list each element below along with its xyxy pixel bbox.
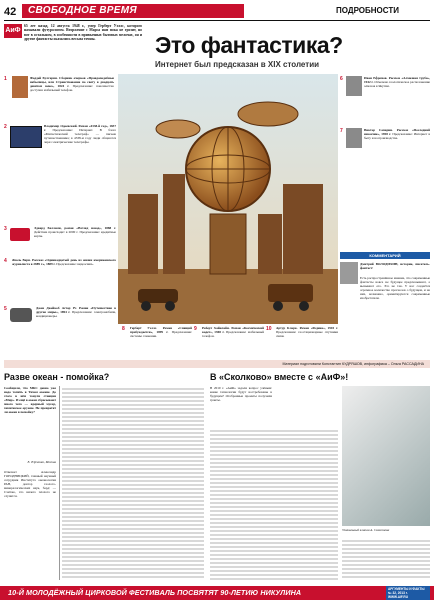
festival-banner: 10-Й МОЛОДЁЖНЫЙ ЦИРКОВОЙ ФЕСТИВАЛЬ ПОСВЯТЯТ 90-ЛЕТИЮ НИКУЛИНА — [0, 586, 434, 600]
laptop-image — [10, 126, 42, 148]
prediction-author: Артур Кларк. — [276, 326, 298, 330]
prediction-title: Роман «Спящий пробуждается», 1899 г. — [130, 326, 192, 334]
credits-line: Материал подготовили Константин КУДРЯШОВ, инфографика – Ольга РАССАДИНА — [4, 360, 430, 368]
commentary-author: Дмитрий ВОЛОДИХИН, историк, писатель-фантаст: — [360, 262, 430, 270]
page-subheadline: Интернет был предсказан в XIX столетии — [155, 60, 320, 69]
prediction-number: 7 — [340, 128, 343, 134]
prediction-number: 9 — [194, 326, 197, 332]
header-rule — [4, 20, 430, 21]
prediction-author: Виктор Сапарин. — [364, 128, 393, 132]
prediction-number: 6 — [340, 76, 343, 82]
logo-line: № 32, 2013 г. — [388, 591, 408, 595]
prediction-author: Герберт Уэллс. — [130, 326, 158, 330]
prediction-title: Рассказ «Алмазная труба», 1942 г. — [364, 76, 430, 84]
commentary-text: Есть распространённое мнение, что современные фантасты вовсе не будущее предсказывают, а вызывают его. Это не так. У нас создаётся огромное количество прогнозов о будущем, и на них, возможно, ориентируются современные изобретатели. — [360, 276, 430, 300]
skolkovo-text-columns — [210, 428, 338, 580]
article-skolkovo-body — [210, 386, 430, 584]
prediction-number: 5 — [4, 306, 7, 312]
prediction-title: Рассказ «Последний извозчик», 1958 г. — [364, 128, 430, 136]
author-portrait — [346, 128, 362, 148]
prediction-title: Роман «Родина», 1945 г. — [299, 326, 338, 330]
prediction-author: Роберт Хайнлайн. — [202, 326, 230, 330]
prediction-author: Эдвард Беллами, — [34, 226, 62, 230]
prediction-title: Сборник очерков «Правдоподобные небылицы, или Странствование по свету в двадцать девятом веке», 1824 г. — [30, 76, 114, 88]
prediction-number: 8 — [122, 326, 125, 332]
commentator-photo — [340, 262, 358, 284]
prediction-author: Фаддей Булгарин. — [30, 76, 58, 80]
prediction-title: Роман «4338-й год», 1837 г. — [44, 124, 116, 132]
logo-line: WWW.AIF.RU — [388, 595, 409, 599]
skolkovo-side-text — [342, 538, 430, 580]
reader-letter: Сообщили, что МКС давно уже надо топить в Тихом океане. До этого в нём тонули станции «Мир». И ещё в океан сбрасывают много чего — ядерный мусор, химическое оружие. Не превратят ли океан в помойку? — [4, 386, 56, 414]
prediction-text: Предсказание: системы слежения. — [130, 330, 192, 338]
prediction-number: 2 — [4, 124, 7, 130]
lead-paragraph: 65 лет назад, 12 августа 1948 г., умер Герберт Уэллс, которого называли футурологом. Вторжение с Марса нам пока не грозит, но вот в остальном, в особенности в привычных бытовых мелочах, он и другие фантасты оказались весьма точны. — [24, 24, 142, 42]
prediction-title: роман «Взгляд назад», 1888 г. — [64, 226, 116, 230]
prediction-text: Предсказание: мобильный телефон. — [202, 330, 264, 338]
commentary-header: КОММЕНТАРИЙ — [340, 252, 430, 259]
book-cover-image — [12, 76, 28, 98]
prediction-text: Предсказание: геостационарные спутники связи. — [276, 330, 338, 338]
prediction-text: Отмечено геологическое расположение алмазов в Якутии. — [364, 80, 430, 88]
expert-answer: Отвечает Александр ГОРОДНИЦКИЙ, главный научный сотрудник Института океанологии РАН, доктор геолого-минералогических наук, бард: — Считаю, что ничего плохого не случится. — [4, 470, 56, 498]
reader-signature: Е. Юрченко, Москва — [27, 460, 56, 464]
section-title: ПОДРОБНОСТИ — [336, 6, 399, 15]
column-divider — [59, 386, 60, 580]
rubric-title: СВОБОДНОЕ ВРЕМЯ — [22, 4, 244, 18]
prediction-title: Рассказ «Одиннадцатый день из жизни американского журналиста в 2889 г.», 1889 г. — [12, 258, 116, 266]
logo-line: АРГУМЕНТЫ И ФАКТЫ — [388, 587, 425, 591]
steampunk-city-illustration — [118, 74, 338, 324]
prediction-author: Джон Джейкоб Астор IV. — [36, 306, 77, 310]
prediction-text: Предсказание: Интернет в быту и на производстве. — [364, 132, 430, 140]
commentary-block — [340, 262, 430, 356]
prediction-number: 4 — [4, 258, 7, 264]
page-headline: Это фантастика? — [155, 32, 343, 58]
prediction-number: 10 — [266, 326, 272, 332]
prediction-title: Роман «Путешествие в другие миры», 1894 г. — [36, 306, 116, 314]
article-ocean-body — [4, 386, 204, 584]
valve-photo — [342, 386, 430, 526]
prediction-author: Жюль Верн. — [12, 258, 31, 262]
credit-card-image — [10, 228, 30, 241]
skolkovo-text: В 2010 г. «АиФ» задали вопрос учёным: какие технологии будут востребованы в будущем? Отобранные проекты получили гранты. — [210, 386, 272, 402]
aif-badge: АиФ — [4, 24, 22, 38]
car-image — [10, 308, 32, 322]
prediction-text: Действие происходит в 2000 г. Предсказание: кредитные карты. — [34, 230, 116, 238]
ocean-text-columns — [62, 386, 204, 580]
prediction-number: 3 — [4, 226, 7, 232]
prediction-author: Иван Ефремов. — [364, 76, 388, 80]
prediction-author: Владимир Одоевский. — [44, 124, 78, 128]
prediction-text: Предсказание: повсеместно доступен мобильный телефон. — [30, 84, 114, 92]
prediction-number: 1 — [4, 76, 7, 82]
author-portrait — [346, 76, 362, 96]
prediction-text: Предсказание: видеосвязь. — [56, 262, 94, 266]
prediction-title: Роман «Космический кадет», 1948 г. — [202, 326, 264, 334]
prediction-text: Предсказание: Интернет. В блоге «Магнетический телеграф» — письма путешественника; в 4338-м году люди общаются через электрические телеграфы. — [44, 128, 116, 144]
page-number: 42 — [4, 6, 17, 18]
aif-logo — [386, 586, 430, 600]
prediction-text: Предсказание: электромобили, кондиционеры. — [36, 310, 116, 318]
photo-caption: Уникальный клапан А. Самсонова — [342, 528, 390, 532]
article-ocean-title: Разве океан - помойка? — [4, 372, 110, 382]
article-skolkovo-title: В «Сколково» вместе с «АиФ»! — [210, 372, 349, 382]
